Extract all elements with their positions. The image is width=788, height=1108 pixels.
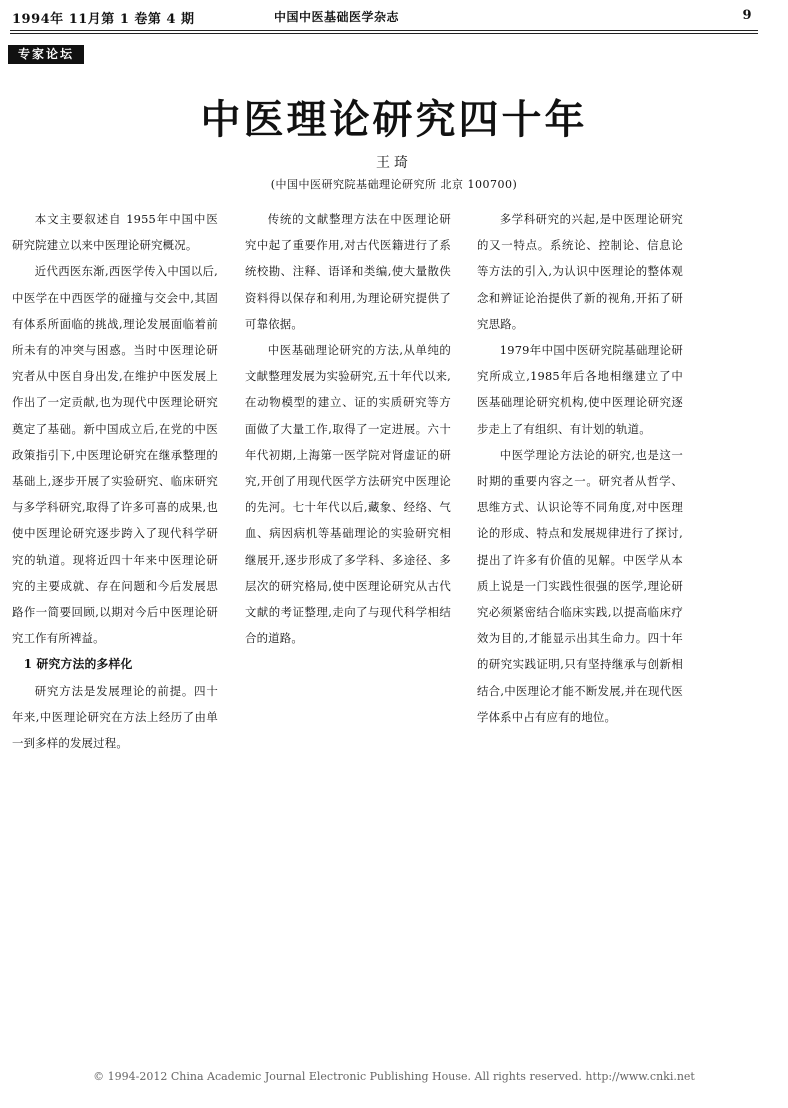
header-rule-top (10, 30, 758, 31)
body-paragraph: 中医学理论方法论的研究,也是这一时期的重要内容之一。研究者从哲学、思维方式、认识论等不同角度,对中医理论的形成、特点和发展规律进行了探讨,提出了许多有价值的见解。中医学从本质上说是一门实践性很强的医学,理论研究必须紧密结合临床实践,以提高临床疗效为目的,才能显示出其生命力。四十年的研究实践证明,只有坚持继承与创新相结合,中医理论才能不断发展,并在现代医学体系中占有应有的地位。 (477, 447, 683, 724)
body-paragraph: 多学科研究的兴起,是中医理论研究的又一特点。系统论、控制论、信息论等方法的引入,为认识中医理论的整体观念和辨证论治提供了新的视角,开拓了研究思路。 (477, 212, 683, 331)
body-column-3 (477, 206, 683, 1036)
author-affiliation: (中国中医研究院基础理论研究所 北京 100700) (270, 178, 518, 191)
journal-name: 中国中医基础医学杂志 (274, 10, 400, 24)
body-paragraph: 本文主要叙述自 1955年中国中医研究院建立以来中医理论研究概况。 (12, 212, 218, 253)
article-author: 王琦 (376, 155, 412, 171)
copyright-footer: © 1994-2012 China Academic Journal Electronic Publishing House. All rights reserved. http://www.cnki.net (93, 1070, 695, 1083)
header-rule-bottom (10, 33, 758, 34)
body-paragraph: 近代西医东渐,西医学传入中国以后,中医学在中西医学的碰撞与交会中,其固有体系所面临的挑战,理论发展面临着前所未有的冲突与困惑。当时中医理论研究者从中医自身出发,在维护中医发展上作出了一定贡献,也为现代中医理论研究奠定了基础。新中国成立后,在党的中医政策指引下,中医理论研究在继承整理的基础上,逐步开展了实验研究、临床研究与多学科研究,取得了许多可喜的成果,也使中医理论研究逐步跨入了现代科学研究的轨道。现将近四十年来中医理论研究的主要成就、存在问题和今后发展思路作一简要回顾,以期对今后中医理论研究工作有所裨益。 (12, 264, 218, 646)
running-head (12, 6, 752, 28)
issue-info: 1994年 11月第 1 卷第 4 期 (12, 12, 195, 27)
body-column-1 (12, 206, 218, 1036)
section-tag: 专家论坛 (8, 45, 84, 64)
body-paragraph: 中医基础理论研究的方法,从单纯的文献整理发展为实验研究,五十年代以来,在动物模型的建立、证的实质研究等方面做了大量工作,取得了一定进展。六十年代初期,上海第一医学院对肾虚证的研究,开创了用现代医学方法研究中医理论的先河。七十年代以后,藏象、经络、气血、病因病机等基础理论的实验研究相继展开,逐步形成了多学科、多途径、多层次的研究格局,使中医理论研究从古代文献的考证整理,走向了与现代科学相结合的道路。 (245, 343, 451, 646)
body-paragraph: 传统的文献整理方法在中医理论研究中起了重要作用,对古代医籍进行了系统校勘、注释、语译和类编,使大量散佚资料得以保存和利用,为理论研究提供了可靠依据。 (245, 212, 451, 331)
body-column-2 (245, 206, 451, 1036)
page-number: 9 (742, 8, 752, 23)
section-heading: 1 研究方法的多样化 (23, 657, 133, 672)
body-paragraph: 研究方法是发展理论的前提。四十年来,中医理论研究在方法上经历了由单一到多样的发展过程。 (12, 683, 218, 751)
article-title: 中医理论研究四十年 (200, 97, 588, 143)
body-paragraph: 1979年中国中医研究院基础理论研究所成立,1985年后各地相继建立了中医基础理论研究机构,使中医理论研究逐步走上了有组织、有计划的轨道。 (477, 343, 683, 436)
